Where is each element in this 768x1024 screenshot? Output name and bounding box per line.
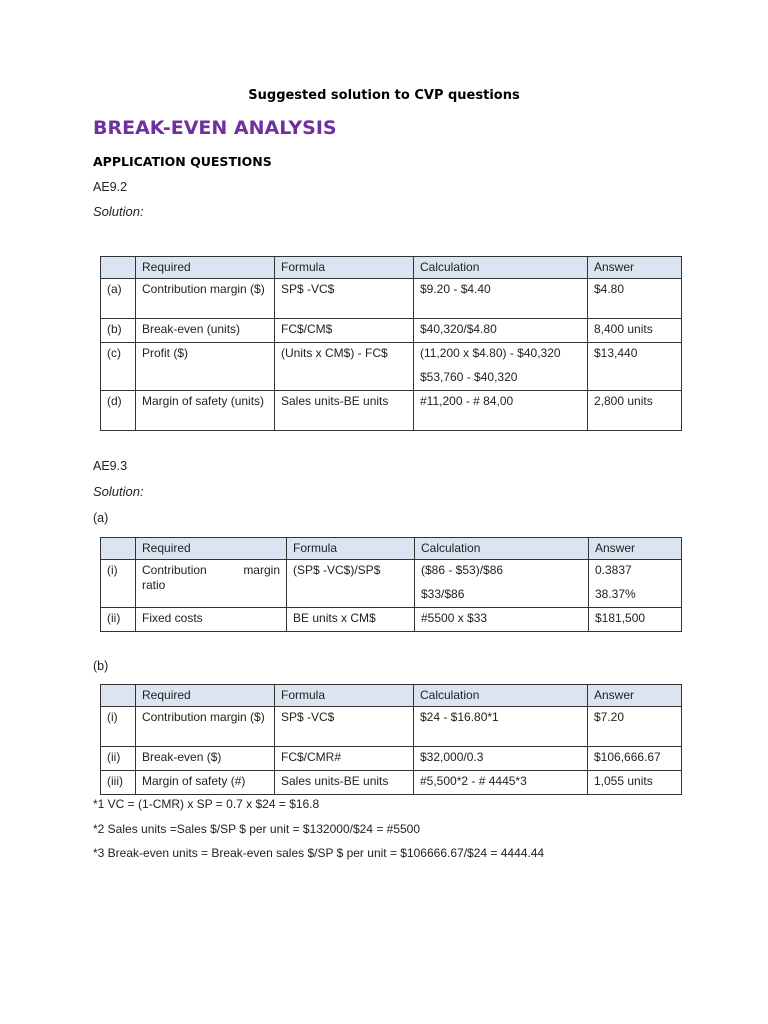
answer-cell [589,560,682,608]
formula-cell: Sales units-BE units [275,391,414,431]
required-cell [136,560,287,608]
answer-cell: 1,055 units [588,771,682,795]
header-cell: Answer [588,685,682,707]
required-word: ratio [142,578,166,592]
row-id: (d) [101,391,136,431]
table-header-row [101,685,682,707]
required-word: margin [243,563,280,577]
header-cell: Required [136,257,275,279]
ae93-label: AE9.3 [93,459,128,473]
ae93-part-a-table [100,537,682,632]
formula-cell: Sales units-BE units [275,771,414,795]
row-id: (c) [101,343,136,391]
header-cell: Required [136,538,287,560]
table-row [101,747,682,771]
row-id: (b) [101,319,136,343]
document-title: Suggested solution to CVP questions [248,88,520,103]
footnote-2: *2 Sales units =Sales $/SP $ per unit = $132000/$24 = #5500 [93,822,421,836]
answer-line: 0.3837 [595,563,632,577]
answer-cell: $181,500 [589,608,682,632]
calc-line: (11,200 x $4.80) - $40,320 [420,346,561,360]
required-cell: Margin of safety (#) [136,771,275,795]
calc-line: $53,760 - $40,320 [420,370,518,384]
table-row [101,560,682,608]
table-row [101,707,682,747]
formula-cell: (Units x CM$) - FC$ [275,343,414,391]
calc-line: ($86 - $53)/$86 [421,563,504,577]
calculation-cell [414,343,588,391]
answer-cell: 8,400 units [588,319,682,343]
part-b-label: (b) [93,659,109,673]
header-cell: Calculation [414,685,588,707]
ae92-solution-label: Solution: [93,204,144,219]
header-cell: Formula [275,257,414,279]
footnote-3: *3 Break-even units = Break-even sales $/SP $ per unit = $106666.67/$24 = 4444.44 [93,846,545,860]
table-row [101,343,682,391]
required-cell: Profit ($) [136,343,275,391]
section-heading: BREAK-EVEN ANALYSIS [93,117,337,139]
row-id: (i) [101,707,136,747]
calculation-cell [415,560,589,608]
calculation-cell: $32,000/0.3 [414,747,588,771]
footnote-1: *1 VC = (1-CMR) x SP = 0.7 x $24 = $16.8 [93,797,320,811]
formula-cell: SP$ -VC$ [275,279,414,319]
table-row [101,608,682,632]
table-header-row [101,538,682,560]
ae92-table [100,256,682,431]
required-cell: Contribution margin ($) [136,279,275,319]
row-id: (ii) [101,608,136,632]
header-cell: Answer [588,257,682,279]
answer-cell: $13,440 [588,343,682,391]
required-cell: Contribution margin ($) [136,707,275,747]
answer-cell: $4.80 [588,279,682,319]
formula-cell: SP$ -VC$ [275,707,414,747]
calculation-cell: #11,200 - # 84,00 [414,391,588,431]
header-cell: Required [136,685,275,707]
calculation-cell: $40,320/$4.80 [414,319,588,343]
header-cell: Answer [589,538,682,560]
table-row [101,391,682,431]
table-header-row [101,257,682,279]
required-cell: Fixed costs [136,608,287,632]
required-cell: Break-even (units) [136,319,275,343]
header-cell [101,685,136,707]
ae93-part-b-table [100,684,682,795]
calculation-cell: #5500 x $33 [415,608,589,632]
header-cell: Formula [287,538,415,560]
formula-cell: (SP$ -VC$)/SP$ [287,560,415,608]
required-cell: Margin of safety (units) [136,391,275,431]
ae93-solution-label: Solution: [93,484,144,499]
calc-line: $33/$86 [421,587,465,601]
calculation-cell: $24 - $16.80*1 [414,707,588,747]
row-id: (i) [101,560,136,608]
calculation-cell: #5,500*2 - # 4445*3 [414,771,588,795]
formula-cell: FC$/CMR# [275,747,414,771]
header-cell [101,257,136,279]
required-word: Contribution [142,563,207,577]
formula-cell: FC$/CM$ [275,319,414,343]
answer-cell: $7.20 [588,707,682,747]
answer-line: 38.37% [595,587,636,601]
row-id: (iii) [101,771,136,795]
sub-heading: APPLICATION QUESTIONS [93,154,272,169]
formula-cell: BE units x CM$ [287,608,415,632]
header-cell [101,538,136,560]
answer-cell: 2,800 units [588,391,682,431]
ae92-label: AE9.2 [93,180,128,194]
part-a-label: (a) [93,511,109,525]
header-cell: Formula [275,685,414,707]
required-cell: Break-even ($) [136,747,275,771]
header-cell: Calculation [414,257,588,279]
table-row [101,771,682,795]
table-row [101,279,682,319]
table-row [101,319,682,343]
answer-cell: $106,666.67 [588,747,682,771]
row-id: (a) [101,279,136,319]
header-cell: Calculation [415,538,589,560]
calculation-cell: $9.20 - $4.40 [414,279,588,319]
row-id: (ii) [101,747,136,771]
